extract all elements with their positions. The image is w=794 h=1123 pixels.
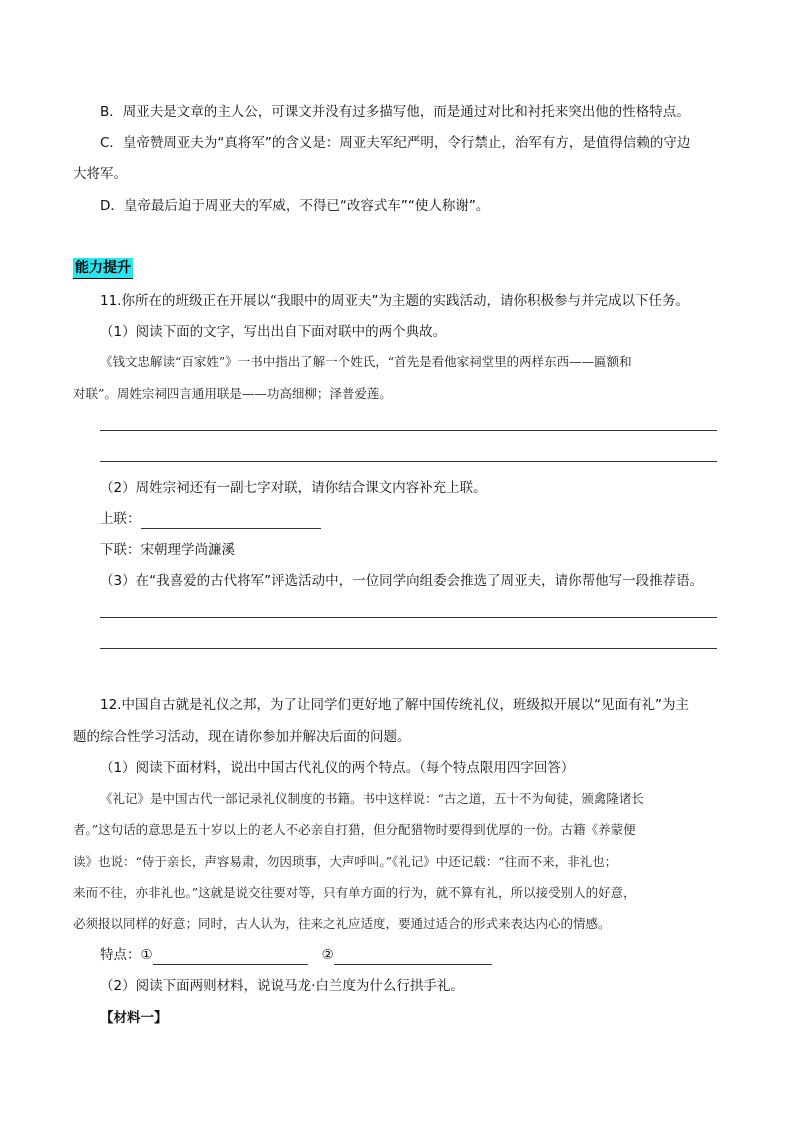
q11-quote-line2: 对联”。周姓宗祠四言通用联是——功高细柳；泽普爱莲。: [73, 386, 392, 401]
q11-quote-line1: 《钱文忠解读“百家姓”》一书中指出了解一个姓氏，“首先是看他家祠堂里的两样东西——匾额和: [100, 354, 632, 369]
answer-line[interactable]: [100, 648, 717, 649]
material-1-label: 【材料一】: [100, 1010, 168, 1026]
q12-material-line4: 来而不往，亦非礼也。”这就是说交往要对等，只有单方面的行为，就不算有礼，所以接受别人的好意，: [73, 885, 636, 900]
section-title: 能力提升: [73, 258, 133, 279]
upper-couplet-blank[interactable]: [141, 512, 321, 529]
q12-material-line1: 《礼记》是中国古代一部记录礼仪制度的书籍。书中这样说：“古之道，五十不为甸徒，颁禽隆诸长: [100, 791, 644, 806]
features-row: [100, 945, 492, 965]
q12-stem-line2: 题的综合性学习活动，现在请你参加并解决后面的问题。: [73, 729, 411, 745]
option-d: D．皇帝最后迫于周亚夫的军威，不得已“改容式车”“使人称谢”。: [100, 198, 490, 214]
q12-material-line2: 者。”这句话的意思是五十岁以上的老人不必亲自打猎，但分配猎物时要得到优厚的一份。古籍《养蒙便: [73, 822, 636, 837]
features-sep: ②: [321, 947, 334, 963]
option-c-line1: C．皇帝赞周亚夫为“真将军”的含义是：周亚夫军纪严明，令行禁止，治军有方，是值得信赖的守边: [100, 135, 691, 151]
answer-line[interactable]: [100, 617, 717, 618]
q12-part1: （1）阅读下面材料，说出中国古代礼仪的两个特点。（每个特点限用四字回答）: [100, 760, 575, 776]
upper-couplet-label: 上联：: [100, 511, 141, 527]
answer-line[interactable]: [100, 430, 717, 431]
q12-part2: （2）阅读下面两则材料，说说马龙·白兰度为什么行拱手礼。: [100, 978, 464, 994]
q12-stem-line1: 12.中国自古就是礼仪之邦，为了让同学们更好地了解中国传统礼仪，班级拟开展以“见面有礼”为主: [100, 697, 689, 713]
q12-material-line5: 必须报以同样的好意；同时，古人认为，往来之礼应适度，要通过适合的形式来表达内心的情感。: [73, 916, 611, 931]
upper-couplet: [100, 509, 321, 529]
option-b: B．周亚夫是文章的主人公，可课文并没有过多描写他，而是通过对比和衬托来突出他的性格特点。: [100, 104, 690, 120]
feature-2-blank[interactable]: [334, 948, 492, 965]
lower-couplet: 下联：宋朝理学尚濂溪: [100, 542, 235, 558]
q11-part2: （2）周姓宗祠还有一副七字对联，请你结合课文内容补充上联。: [100, 480, 487, 496]
q11-part1: （1）阅读下面的文字，写出出自下面对联中的两个典故。: [100, 324, 447, 340]
feature-1-blank[interactable]: [153, 948, 308, 965]
q12-material-line3: 读》也说：“侍于亲长，声容易肃，勿因琐事，大声呼叫。”《礼记》中还记载：“往而不来，非礼也；: [73, 854, 618, 869]
answer-line[interactable]: [100, 461, 717, 462]
option-c-line2: 大将军。: [73, 166, 127, 182]
q11-stem: 11.你所在的班级正在开展以“我眼中的周亚夫”为主题的实践活动，请你积极参与并完成以下任务。: [100, 293, 689, 309]
features-label: 特点：①: [100, 947, 153, 963]
q11-part3: （3）在“我喜爱的古代将军”评选活动中，一位同学向组委会推选了周亚夫，请你帮他写一段推荐语。: [100, 573, 704, 589]
